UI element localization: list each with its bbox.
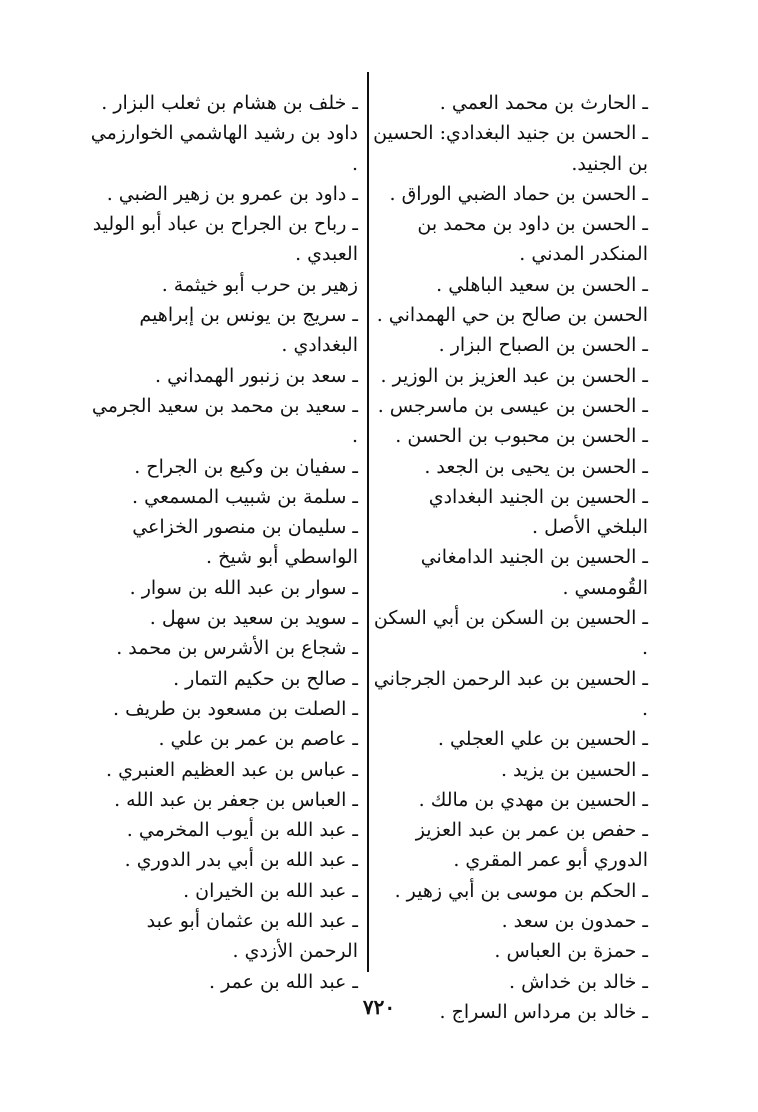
list-item: ـ سوار بن عبد الله بن سوار . bbox=[129, 576, 358, 599]
list-item: داود بن رشيد الهاشمي الخوارزمي . bbox=[90, 122, 358, 175]
list-item: ـ الحسين بن عبد الرحمن الجرجاني . bbox=[373, 667, 648, 720]
list-item: ـ حفص بن عمر بن عبد العزيز الدوري أبو عمر المقري . bbox=[415, 819, 648, 872]
list-item: ـ سريج بن يونس بن إبراهيم البغدادي . bbox=[139, 304, 358, 357]
list-item: ـ الحارث بن محمد العمي . bbox=[439, 92, 648, 114]
list-item: ـ الحسن بن حماد الضبي الوراق . bbox=[389, 182, 648, 205]
list-item: ـ صالح بن حكيم التمار . bbox=[173, 667, 358, 690]
list-item: ـ سويد بن سعيد بن سهل . bbox=[149, 607, 358, 630]
list-item: ـ حمزة بن العباس . bbox=[494, 940, 648, 963]
list-item: ـ داود بن عمرو بن زهير الضبي . bbox=[106, 182, 358, 205]
list-item: ـ خلف بن هشام بن ثعلب البزار . bbox=[101, 92, 358, 114]
list-item: ـ الحسن بن جنيد البغدادي: الحسين بن الجنيد. bbox=[373, 122, 648, 175]
list-item: ـ الحسن بن محبوب بن الحسن . bbox=[395, 425, 648, 448]
list-item: ـ عاصم بن عمر بن علي . bbox=[158, 728, 358, 751]
list-item: ـ الصلت بن مسعود بن طريف . bbox=[113, 697, 358, 720]
list-item: ـ سعيد بن محمد بن سعيد الجرمي . bbox=[91, 394, 358, 448]
list-item: ـ عبد الله بن أيوب المخرمي . bbox=[126, 819, 358, 842]
list-item: ـ الحسين بن السكن بن أبي السكن . bbox=[373, 607, 648, 660]
list-item: زهير بن حرب أبو خيثمة . bbox=[161, 273, 358, 296]
list-item: ـ الحسن بن يحيى بن الجعد . bbox=[424, 455, 648, 478]
list-item: ـ عباس بن عبد العظيم العنبري . bbox=[106, 758, 358, 781]
list-item: ـ العباس بن جعفر بن عبد الله . bbox=[114, 788, 358, 811]
list-item: ـ خالد بن مرداس السراج . bbox=[439, 1000, 648, 1023]
list-item: ـ عبد الله بن عثمان أبو عبد الرحمن الأزدي . bbox=[146, 910, 358, 963]
list-item: ـ سلمة بن شبيب المسمعي . bbox=[132, 485, 358, 508]
list-item: ـ الحسن بن عيسى بن ماسرجس . bbox=[377, 394, 648, 417]
list-item: ـ عبد الله بن أبي بدر الدوري . bbox=[124, 849, 358, 872]
column-divider bbox=[367, 72, 369, 972]
list-item: ـ الحسين بن علي العجلي . bbox=[437, 728, 648, 751]
list-item: ـ الحسين بن مهدي بن مالك . bbox=[418, 788, 648, 811]
list-item: الحسن بن صالح بن حي الهمداني . bbox=[376, 304, 648, 327]
left-column bbox=[88, 88, 358, 997]
list-item: ـ الحسن بن داود بن محمد بن المنكدر المدني . bbox=[417, 213, 648, 266]
list-item: ـ سليمان بن منصور الخزاعي الواسطي أبو شيخ . bbox=[132, 516, 358, 569]
list-item: ـ الحسين بن الجنيد البغدادي البلخي الأصل . bbox=[428, 485, 648, 539]
list-item: ـ خالد بن خداش . bbox=[508, 970, 648, 993]
list-item: ـ الحكم بن موسى بن أبي زهير . bbox=[394, 879, 648, 902]
list-item: ـ شجاع بن الأشرس بن محمد . bbox=[116, 637, 358, 660]
list-item: ـ الحسن بن عبد العزيز بن الوزير . bbox=[380, 364, 648, 387]
list-item: ـ الحسين بن يزيد . bbox=[500, 758, 648, 781]
list-item: ـ عبد الله بن عمر . bbox=[209, 970, 358, 993]
list-item: ـ رباح بن الجراح بن عباد أبو الوليد العبدي . bbox=[92, 213, 358, 266]
list-item: ـ الحسين بن الجنيد الدامغاني القُومسي . bbox=[420, 546, 648, 599]
page-number: ٧٢٠ bbox=[362, 995, 396, 1019]
list-item: ـ سعد بن زنبور الهمداني . bbox=[155, 364, 358, 387]
right-column bbox=[373, 88, 648, 1027]
list-item: ـ الحسن بن الصباح البزار . bbox=[438, 334, 648, 357]
list-item: ـ عبد الله بن الخيران . bbox=[183, 879, 358, 902]
list-item: ـ سفيان بن وكيع بن الجراح . bbox=[134, 455, 358, 478]
list-item: ـ حمدون بن سعد . bbox=[501, 910, 648, 933]
list-item: ـ الحسن بن سعيد الباهلي . bbox=[436, 273, 648, 296]
